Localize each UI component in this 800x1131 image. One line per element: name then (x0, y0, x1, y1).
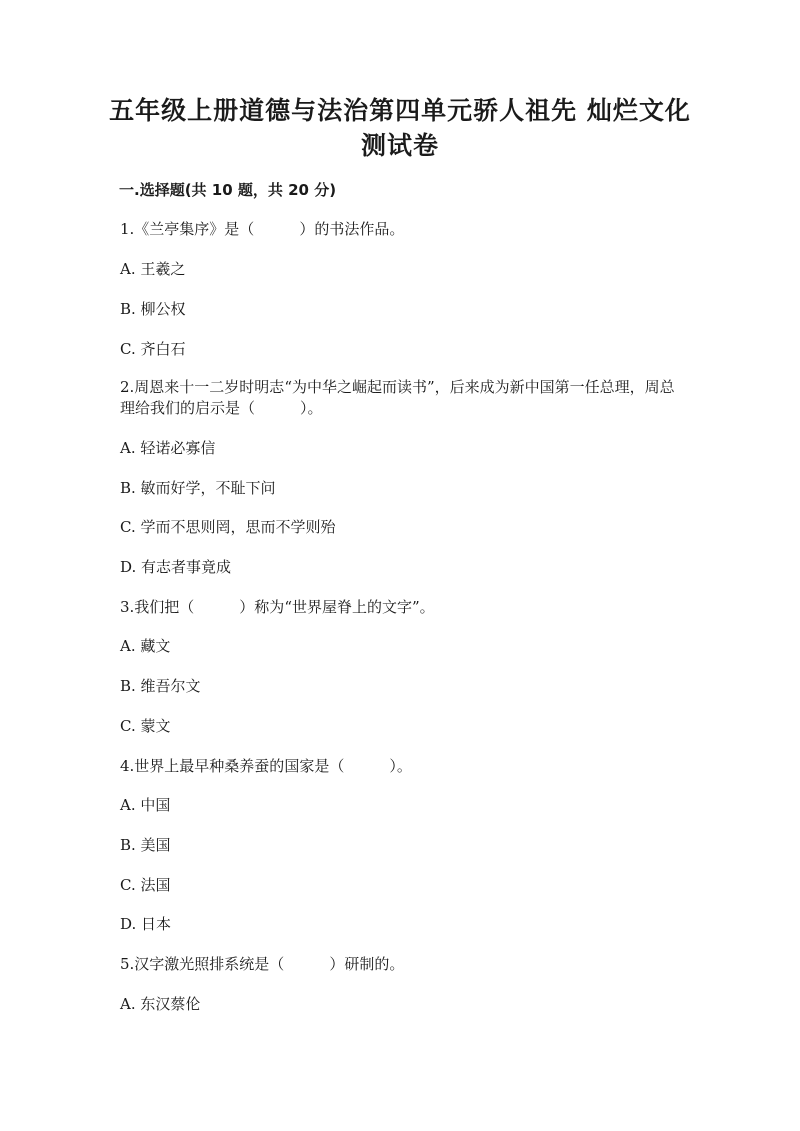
document-title-line-1: 五年级上册道德与法治第四单元骄人祖先 灿烂文化 (109, 96, 691, 125)
question-3-option-a: A. 藏文 (120, 637, 171, 655)
question-5-option-a: A. 东汉蔡伦 (120, 995, 201, 1013)
question-2-option-d: D. 有志者事竟成 (120, 558, 232, 576)
question-2-option-c: C. 学而不思则罔，思而不学则殆 (120, 518, 336, 536)
question-3-stem: 3.我们把（ ）称为“世界屋脊上的文字”。 (120, 598, 435, 616)
question-1-stem: 1.《兰亭集序》是（ ）的书法作品。 (120, 220, 405, 238)
question-4-stem: 4.世界上最早种桑养蚕的国家是（ ）。 (120, 757, 412, 775)
question-4-option-d: D. 日本 (120, 915, 172, 933)
question-3-option-c: C. 蒙文 (120, 717, 171, 735)
question-2-stem: 2.周恩来十一二岁时明志“为中华之崛起而读书”，后来成为新中国第一任总理，周总理给我们的启示是（ ）。 (120, 378, 675, 417)
question-5-stem: 5.汉字激光照排系统是（ ）研制的。 (120, 955, 405, 973)
question-4-option-b: B. 美国 (120, 836, 171, 854)
question-4-option-c: C. 法国 (120, 876, 171, 894)
question-1-option-a: A. 王羲之 (120, 260, 186, 278)
question-1-option-b: B. 柳公权 (120, 300, 186, 318)
question-2-option-a: A. 轻诺必寡信 (120, 439, 216, 457)
document-title-line-2: 测试卷 (360, 131, 439, 160)
question-3-option-b: B. 维吾尔文 (120, 677, 201, 695)
question-2-option-b: B. 敏而好学，不耻下问 (120, 479, 276, 497)
question-1-option-c: C. 齐白石 (120, 340, 186, 358)
section-heading: 一.选择题(共 10 题，共 20 分) (119, 181, 337, 199)
question-4-option-a: A. 中国 (120, 796, 171, 814)
